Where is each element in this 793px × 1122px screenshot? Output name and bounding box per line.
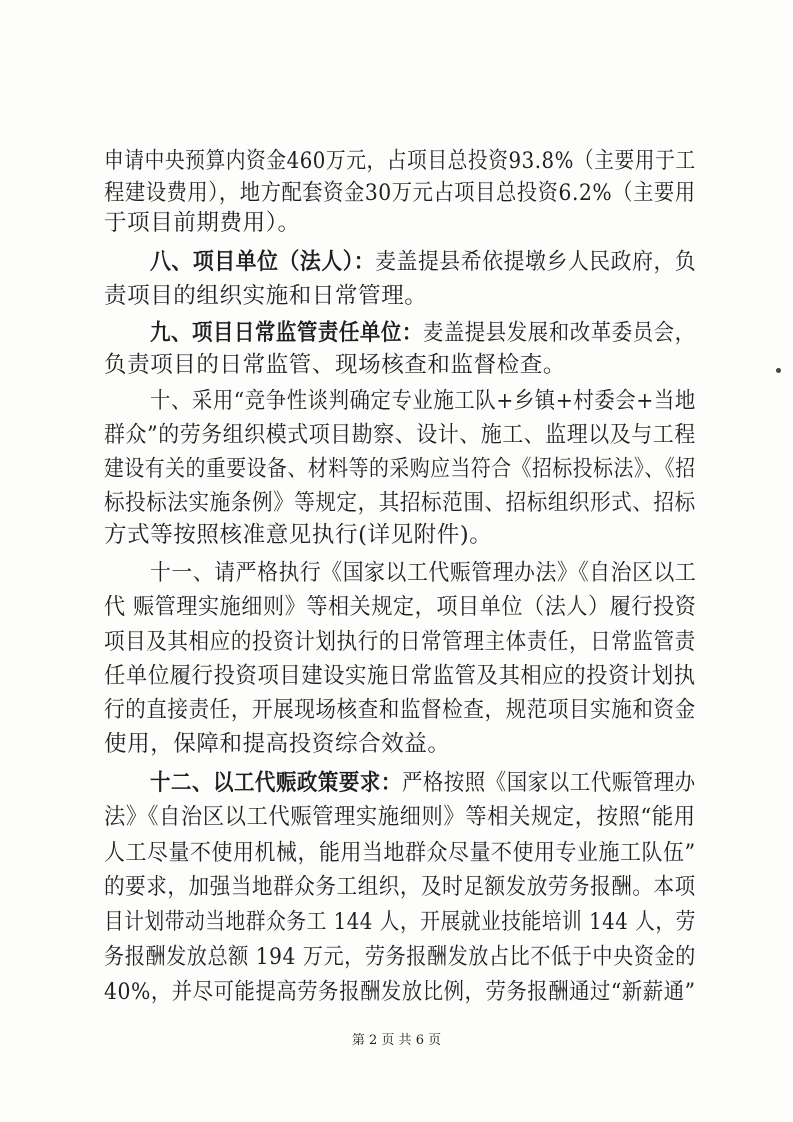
body-line: 人工尽量不使用机械，能用当地群众尽量不使用专业施工队伍” (104, 840, 696, 866)
body-line: 十、采用“竞争性谈判确定专业施工队+乡镇+村委会+当地 (150, 388, 696, 414)
body-line: 40%，并尽可能提高劳务报酬发放比例，劳务报酬通过“新薪通” (104, 979, 696, 1005)
body-line: 代 赈管理实施细则》等相关规定，项目单位（法人）履行投资 (104, 594, 697, 620)
body-line: 于项目前期费用）。 (104, 210, 301, 236)
section-heading: 九、项目日常监管责任单位： (150, 320, 423, 346)
section-heading-line: 八、项目单位（法人）：麦盖提县希依提墩乡人民政府，负 (150, 249, 697, 275)
body-line: 项目及其相应的投资计划执行的日常管理主体责任，日常监管责 (104, 629, 696, 655)
body-line: 的要求，加强当地群众务工组织，及时足额发放劳务报酬。本项 (104, 874, 696, 900)
body-line: 目计划带动当地群众务工 144 人，开展就业技能培训 144 人，劳 (104, 909, 696, 935)
section-heading: 八、项目单位（法人）： (150, 249, 376, 275)
body-line: 负责项目的日常监管、现场核查和监督检查。 (104, 352, 567, 378)
body-line: 程建设费用），地方配套资金30万元占项目总投资6.2%（主要用 (104, 180, 696, 206)
section-heading: 十二、以工代赈政策要求： (150, 770, 402, 796)
body-line: 任单位履行投资项目建设实施日常监管及其相应的投资计划执 (104, 663, 696, 689)
body-line: 法》《自治区以工代赈管理实施细则》等相关规定，按照“能用 (104, 804, 696, 830)
scan-speck (776, 368, 781, 373)
body-line: 标投标法实施条例》等规定，其招标范围、招标组织形式、招标 (104, 490, 696, 516)
body-line: 行的直接责任，开展现场核查和监督检查，规范项目实施和资金 (104, 697, 696, 723)
body-line: 责项目的组织实施和日常管理。 (104, 283, 428, 309)
body-line: 方式等按照核准意见执行(详见附件)。 (104, 522, 493, 548)
body-line: 申请中央预算内资金460万元，占项目总投资93.8%（主要用于工 (104, 148, 696, 174)
section-heading-line: 十二、以工代赈政策要求：严格按照《国家以工代赈管理办 (150, 770, 696, 796)
page-number: 第 2 页 共 6 页 (351, 1033, 442, 1048)
body-line: 建设有关的重要设备、材料等的采购应当符合《招标投标法》、《招 (104, 456, 696, 482)
body-line: 群众”的劳务组织模式项目勘察、设计、施工、监理以及与工程 (104, 422, 696, 448)
section-heading-line: 九、项目日常监管责任单位：麦盖提县发展和改革委员会， (150, 320, 696, 346)
body-line: 务报酬发放总额 194 万元，劳务报酬发放占比不低于中央资金的 (104, 944, 696, 970)
body-line: 十一、请严格执行《国家以工代赈管理办法》《自治区以工 (150, 560, 697, 586)
body-line: 使用，保障和提高投资综合效益。 (104, 731, 451, 757)
